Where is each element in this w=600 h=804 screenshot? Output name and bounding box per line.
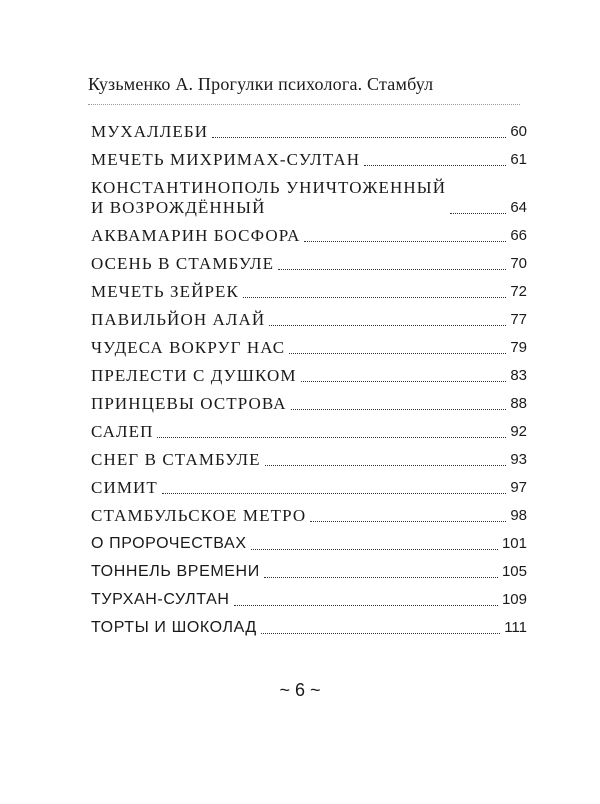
toc-entry	[91, 618, 527, 638]
toc-entry-page: 98	[510, 507, 527, 524]
toc-entry	[91, 590, 527, 610]
toc-entry-page: 92	[510, 423, 527, 440]
toc-entry-title: ТОРТЫ И ШОКОЛАД	[91, 619, 257, 636]
toc-entry	[91, 338, 527, 358]
toc-entry-page: 109	[501, 591, 527, 608]
toc-entry	[91, 478, 527, 498]
toc-entry-page: 105	[501, 563, 527, 580]
running-header-text: Кузьменко А. Прогулки психолога. Стамбул	[88, 74, 434, 94]
dot-leader	[261, 633, 500, 634]
dot-leader	[212, 137, 506, 138]
dot-leader	[234, 605, 498, 606]
dot-leader	[157, 437, 506, 438]
toc-entry	[91, 394, 527, 414]
toc-entry-page: 60	[510, 123, 527, 140]
toc-entry-title: ТОННЕЛЬ ВРЕМЕНИ	[91, 563, 260, 580]
toc-entry-title: ПРИНЦЕВЫ ОСТРОВА	[91, 394, 287, 413]
dot-leader	[310, 521, 506, 522]
dot-leader	[243, 297, 506, 298]
dot-leader	[291, 409, 507, 410]
toc-entry-title: МЕЧЕТЬ МИХРИМАХ-СУЛТАН	[91, 150, 361, 169]
toc-entry-title: СТАМБУЛЬСКОЕ МЕТРО	[91, 506, 307, 525]
dot-leader	[364, 165, 506, 166]
toc-entry-title: ЧУДЕСА ВОКРУГ НАС	[91, 338, 286, 357]
dot-leader	[264, 577, 498, 578]
toc-entry	[91, 282, 527, 302]
toc-entry-title: МЕЧЕТЬ ЗЕЙРЕК	[91, 282, 239, 301]
toc-entry	[91, 226, 527, 246]
dot-leader	[162, 493, 506, 494]
dot-leader	[450, 213, 506, 214]
toc-entry-page: 72	[510, 283, 527, 300]
toc-entry	[91, 254, 527, 274]
toc-entry	[91, 310, 527, 330]
toc-entry	[91, 506, 527, 526]
toc-entry-page: 93	[510, 451, 527, 468]
toc-entry-page: 101	[501, 535, 527, 552]
toc-entry-title: САЛЕП	[91, 422, 154, 441]
toc-entry	[91, 150, 527, 170]
toc-entry-page: 70	[510, 255, 527, 272]
toc-entry-page: 111	[504, 619, 527, 636]
toc-entry-page: 97	[510, 479, 527, 496]
toc-entry	[91, 534, 527, 554]
toc-entry-page: 79	[510, 339, 527, 356]
toc-entry-page: 77	[510, 311, 527, 328]
toc-entry	[91, 178, 527, 218]
toc-entry-title: О ПРОРОЧЕСТВАХ	[91, 535, 247, 552]
toc-entry-page: 61	[510, 151, 527, 168]
toc-entry-page: 64	[510, 199, 527, 216]
toc-entry	[91, 450, 527, 470]
toc-entry	[91, 122, 527, 142]
toc-entry-page: 83	[510, 367, 527, 384]
toc-entry-title: ТУРХАН-СУЛТАН	[91, 591, 230, 608]
dot-leader	[265, 465, 507, 466]
toc-entry-title: ОСЕНЬ В СТАМБУЛЕ	[91, 254, 275, 273]
page-number: ~ 6 ~	[279, 680, 321, 700]
toc-entry-title: СНЕГ В СТАМБУЛЕ	[91, 450, 261, 469]
toc-entry-title: АКВАМАРИН БОСФОРА	[91, 226, 301, 245]
toc-entry-page: 66	[510, 227, 527, 244]
dot-leader	[301, 381, 507, 382]
toc-entry	[91, 422, 527, 442]
toc-entry-page: 88	[510, 395, 527, 412]
toc-entry-title: ПРЕЛЕСТИ С ДУШКОМ	[91, 366, 297, 385]
dot-leader	[289, 353, 506, 354]
toc-entry-title: МУХАЛЛЕБИ	[91, 122, 209, 141]
dot-leader	[304, 241, 506, 242]
toc-entry	[91, 562, 527, 582]
toc-entry	[91, 366, 527, 386]
toc-entry-title: СИМИТ	[91, 478, 158, 497]
dot-leader	[251, 549, 498, 550]
toc-entry-title-block	[91, 178, 446, 218]
dot-leader	[269, 325, 506, 326]
toc-entry-title: ПАВИЛЬЙОН АЛАЙ	[91, 310, 266, 329]
toc-entry-title-line2: И ВОЗРОЖДЁННЫЙ	[91, 198, 266, 217]
toc-entry-title-line1: КОНСТАНТИНОПОЛЬ УНИЧТОЖЕННЫЙ	[91, 178, 447, 197]
dot-leader	[278, 269, 506, 270]
